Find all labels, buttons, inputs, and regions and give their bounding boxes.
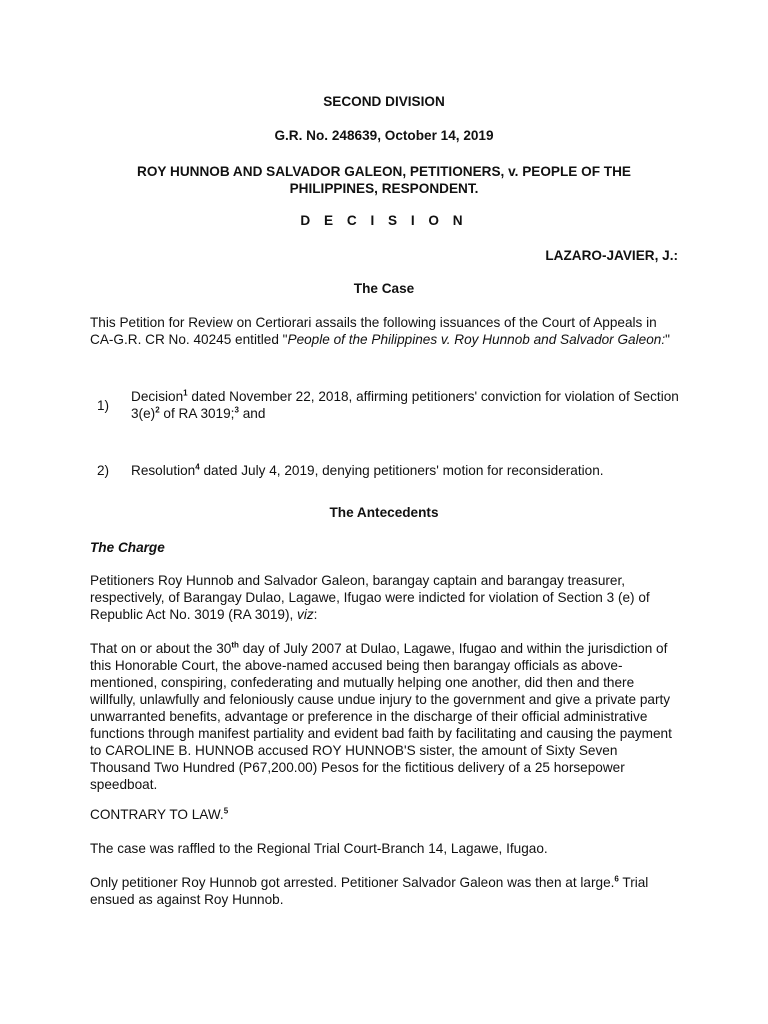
list-item-1-text-c: and [238,406,266,421]
viz-italic: viz [297,607,314,622]
footnote-ref-1[interactable]: 1 [183,388,188,398]
list-item-2 [131,462,679,479]
contrary-text: CONTRARY TO LAW. [90,807,224,822]
footnote-ref-2[interactable]: 2 [155,405,160,415]
list-item-1-word: Decision [131,389,184,404]
case-parties-line-2: PHILIPPINES, RESPONDENT. [289,181,479,196]
ponente: LAZARO-JAVIER, J.: [545,248,678,263]
intro-text: This Petition for Review on Certiorari assails the following issuances of the Court of Appeals in CA-G.R. CR No. 40245 entitled " [90,315,657,347]
case-number: G.R. No. 248639, October 14, 2019 [274,128,494,143]
information-start: That on or about the 30 [90,641,232,656]
list-item-1-text-a: dated November 22, 2018, affirming petitioners' conviction for violation of Section 3(e) [131,389,679,421]
list-item-1-text-b: of RA 3019; [159,406,235,421]
footnote-ref-3[interactable]: 3 [234,405,239,415]
decision-title: D E C I S I O N [300,213,468,228]
case-title-italic: People of the Philippines v. Roy Hunnob and Salvador Galeon: [287,332,666,347]
list-item-2-text: dated July 4, 2019, denying petitioners' motion for reconsideration. [199,463,604,478]
contrary-to-law [90,806,680,823]
footnote-ref-4[interactable]: 4 [195,462,200,472]
section-heading-the-case: The Case [353,281,415,296]
intro-paragraph [90,314,680,348]
intro-closing-quote: " [665,332,670,347]
ordinal-suffix: th [231,640,239,650]
list-item-2-word: Resolution [131,463,196,478]
division-heading: SECOND DIVISION [323,94,445,109]
information-paragraph [90,640,680,793]
arrest-text: Only petitioner Roy Hunnob got arrested. Petitioner Salvador Galeon was then at large. [90,875,615,890]
list-number-2: 2) [97,463,110,478]
footnote-ref-6[interactable]: 6 [614,874,619,884]
subheading-the-charge: The Charge [90,540,165,555]
list-item-1 [131,388,679,422]
arrest-end: Trial ensued as against Roy Hunnob. [90,875,649,907]
section-heading-antecedents: The Antecedents [329,505,439,520]
charge-colon: : [313,607,318,622]
footnote-ref-5[interactable]: 5 [223,806,229,816]
raffle-paragraph: The case was raffled to the Regional Trial Court-Branch 14, Lagawe, Ifugao. [90,841,548,856]
case-parties-line-1: ROY HUNNOB AND SALVADOR GALEON, PETITIONERS, v. PEOPLE OF THE [137,164,631,179]
arrest-paragraph [90,874,680,908]
list-number-1: 1) [97,398,110,413]
charge-paragraph [90,572,680,623]
charge-text: Petitioners Roy Hunnob and Salvador Galeon, barangay captain and barangay treasurer, respectively, of Barangay Dulao, Lagawe, Ifugao were indicted for violation of Section 3 (e) of Republic Act No. 3019 (RA 3019), [90,573,650,622]
information-rest: day of July 2007 at Dulao, Lagawe, Ifugao and within the jurisdiction of this Honorable Court, the above-named accused being then barangay officials as above-mentioned, conspiring, confederating and mutually helping one another, did then and there willfully, unlawfully and feloniously cause undue injury to the government and give a private party unwarranted benefits, advantage or preference in the discharge of their official administrative functions through manifest partiality and evident bad faith by facilitating and causing the payment to CAROLINE B. HUNNOB accused ROY HUNNOB'S sister, the amount of Sixty Seven Thousand Two Hundred (P67,200.00) Pesos for the fictitious delivery of a 25 horsepower speedboat. [90,641,672,792]
